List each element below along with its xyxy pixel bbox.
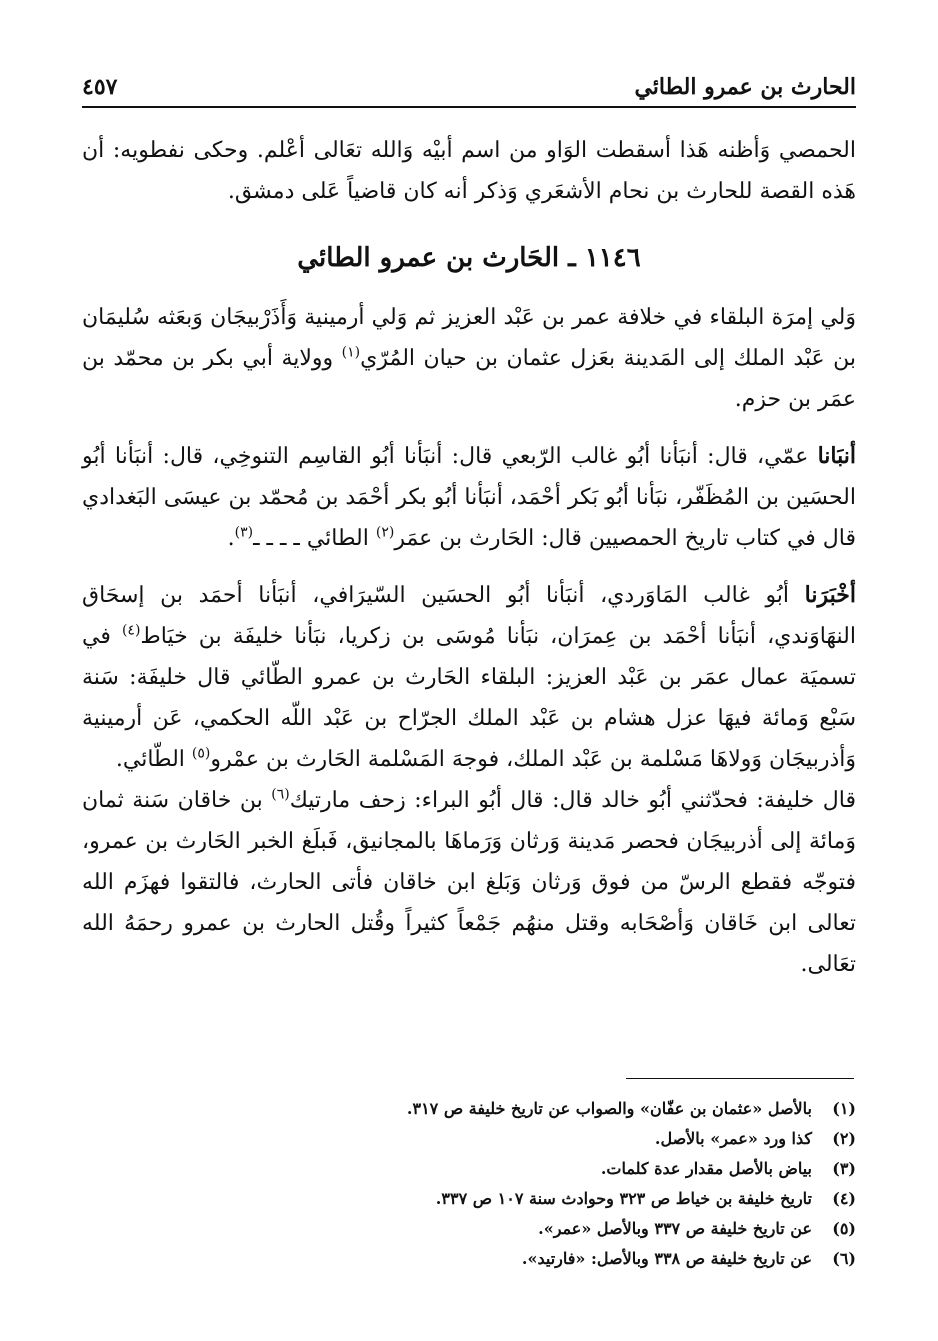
page-header bbox=[82, 60, 856, 108]
paragraph-text: الطائي ـ ـ ـ ـ bbox=[253, 526, 376, 551]
footnote-ref: (٢) bbox=[375, 524, 395, 541]
paragraph-text: . bbox=[227, 526, 235, 551]
footnote-ref: (٦) bbox=[271, 786, 290, 803]
footnote-ref: (٣) bbox=[234, 524, 254, 541]
paragraph-text: عمّي، قال: أنبَأنا أبُو غالب الرّبعي قال: أنبَأنا أبُو القاسِم التنوخِي، قال: أنبَأنا أبُو الحسَين بن المُظَفّر، نبَأنا أبُو بَكر أحْمَد، أنبَأنا أبُو بكر أحْمَد بن مُحمّد بن عيسَى البَغدادي قال في كتاب تاريخ الحمصيين قال: الحَارث بن عمَر bbox=[82, 444, 856, 551]
isnad-lead-word: أخْبَرَنا bbox=[804, 582, 856, 608]
footnote bbox=[82, 1124, 856, 1154]
paragraph-text: الطّائي. bbox=[115, 747, 192, 772]
paragraph-text: بن خاقان سَنة ثمان وَمائة إلى أذربيجَان فحصر مَدينة وَرثان وَرَماهَا بالمجانيق، فَبلَغ الخبر الحَارث بن عمرو، فتوجّه فقطع الرسّ من فوق وَرثان وَبَلغ ابن خاقان فأتى الحارث، فالتقوا فهزَم الله تعالى ابن خَاقان وَأصْحَابه وقتل منهُم جَمْعاً كثيراً وقُتل الحارث بن عمرو رحمَهُ الله تعَالى. bbox=[82, 788, 856, 977]
footnote bbox=[82, 1214, 856, 1244]
footnote bbox=[82, 1094, 856, 1124]
footnote-number: (١) bbox=[832, 1099, 856, 1118]
page-number: ٤٥٧ bbox=[82, 74, 118, 100]
main-text bbox=[82, 130, 856, 1001]
footnote-number: (٢) bbox=[832, 1129, 856, 1148]
footnote-text: بياض بالأصل مقدار عدة كلمات. bbox=[600, 1159, 812, 1178]
footnote-number: (٦) bbox=[832, 1249, 856, 1268]
footnote-number: (٤) bbox=[832, 1189, 856, 1208]
paragraph-narration bbox=[82, 780, 856, 985]
footnote-text: بالأصل «عثمان بن عفّان» والصواب عن تاريخ خليفة ص ٣١٧. bbox=[406, 1099, 812, 1118]
footnote bbox=[82, 1154, 856, 1184]
footnote-number: (٣) bbox=[832, 1159, 856, 1178]
footnote-number: (٥) bbox=[832, 1219, 856, 1238]
footnote-ref: (٤) bbox=[121, 622, 141, 639]
isnad-lead-word: أنبَانا bbox=[817, 443, 856, 469]
paragraph-continuation bbox=[82, 130, 856, 212]
footnote bbox=[82, 1244, 856, 1274]
paragraph-text: وولاية أبي بكر بن محمّد بن عمَر بن حزم. bbox=[82, 346, 856, 412]
footnote-ref: (٥) bbox=[191, 745, 211, 762]
footnotes bbox=[82, 1094, 856, 1274]
paragraph-text: وَلي إمرَة البلقاء في خلافة عمر بن عَبْد العزيز ثم وَلي أرمينية وَأَذَرْبيجَان وَبعَثه سُليمَان بن عَبْد الملك إلى المَدينة بعَزل عثمان بن حيان المُرّي bbox=[82, 305, 856, 371]
paragraph-text: أبُو غالب المَاوَردي، أنبَأنا أبُو الحسَين السّيرَافي، أنبَأنا أحمَد بن إسحَاق النهَاوَندي، أنبَأنا أحْمَد بن عِمرَان، نبَأنا مُوسَى بن زكريا، نبَأنا خليفَة بن خيَاط bbox=[82, 583, 856, 649]
footnote-divider bbox=[626, 1078, 854, 1079]
paragraph-text: في تسميَة عمال عمَر بن عَبْد العزيز: البلقاء الحَارث بن عمرو الطّائي قال خليفَة: سَنة سَبْع وَمائة فيهَا عزل هشام بن عَبْد الملك الجرّاح بن عَبْد اللّه الحكمي، عَن أرمينية وَأذربيجَان وَولاهَا مَسْلمة بن عَبْد الملك، فوجهَ المَسْلمة الحَارث بن عمْرو bbox=[82, 624, 857, 772]
paragraph-text: الحمصي وَأظنه هَذا أسقطت الوَاو من اسم أبيْه وَالله تعَالى أعْلم. وحكى نفطويه: أن هَذه القصة للحارث بن نحام الأشعَري وَذكر أنه كان قاضياً عَلى دمشق. bbox=[82, 138, 856, 204]
running-title: الحارث بن عمرو الطائي bbox=[634, 74, 856, 100]
footnote-text: عن تاريخ خليفة ص ٣٣٧ وبالأصل «عمر». bbox=[538, 1219, 812, 1238]
footnote-text: عن تاريخ خليفة ص ٣٣٨ وبالأصل: «فارتيد». bbox=[521, 1249, 812, 1268]
paragraph-text: قال خليفة: فحدّثني أبُو خالد قال: قال أبُو البراء: زحف مارتيك bbox=[289, 788, 857, 813]
footnote-ref: (١) bbox=[341, 344, 361, 361]
footnote bbox=[82, 1184, 856, 1214]
footnote-text: تاريخ خليفة بن خياط ص ٣٢٣ وحوادث سنة ١٠٧ ص ٣٣٧. bbox=[435, 1189, 812, 1208]
paragraph-isnad-1 bbox=[82, 436, 856, 559]
entry-title-text: ١١٤٦ ـ الحَارث بن عمرو الطائي bbox=[297, 243, 641, 273]
paragraph-isnad-2 bbox=[82, 575, 856, 780]
footnote-text: كذا ورد «عمر» بالأصل. bbox=[654, 1129, 812, 1148]
paragraph-biography bbox=[82, 297, 856, 420]
entry-title bbox=[82, 238, 856, 279]
